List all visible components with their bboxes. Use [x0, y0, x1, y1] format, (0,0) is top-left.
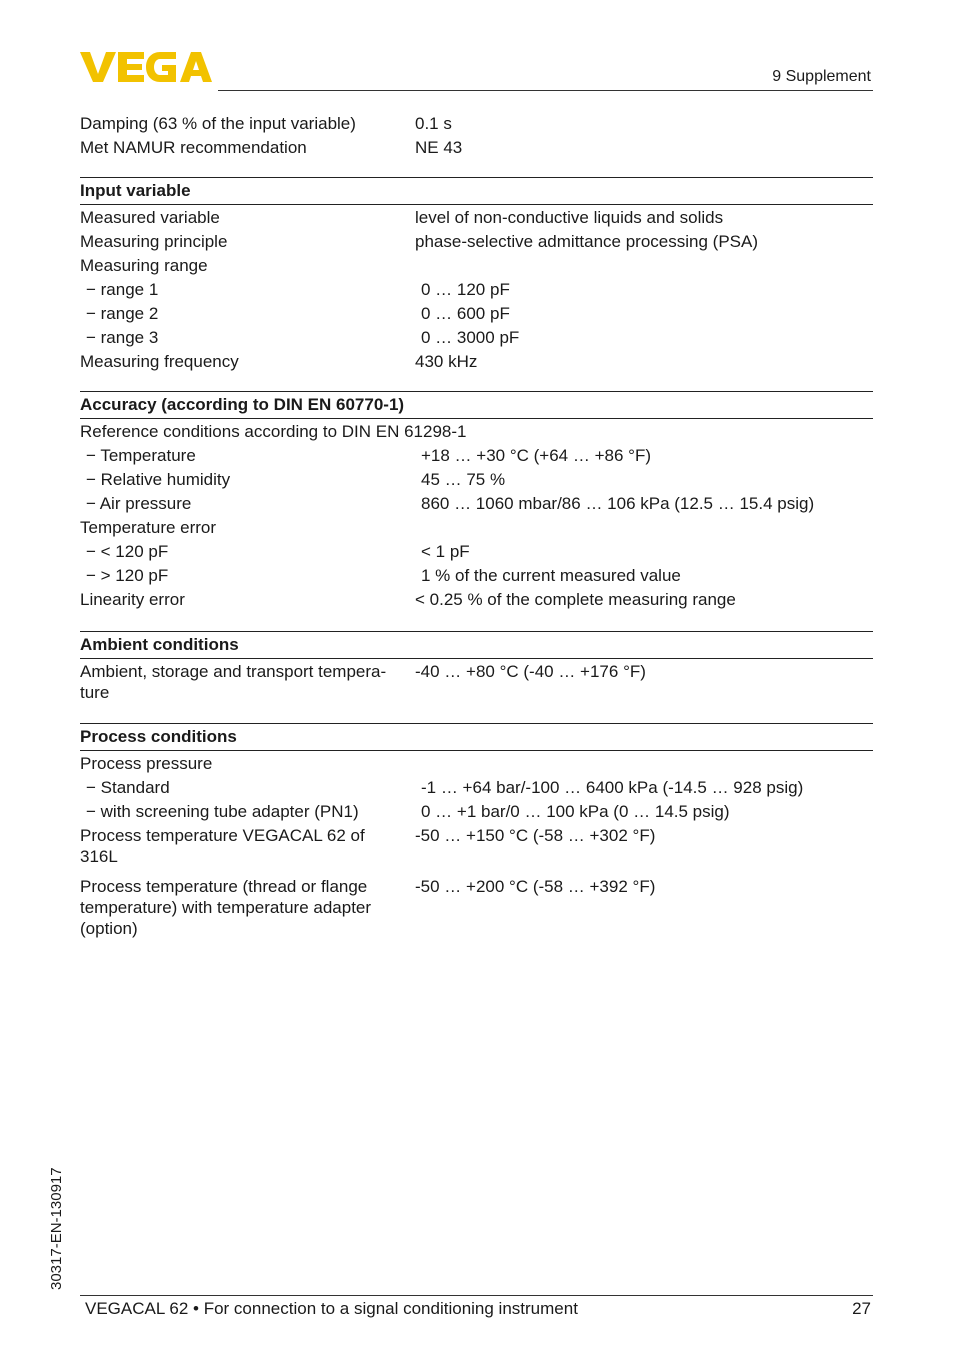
spec-label: [80, 825, 415, 867]
spec-label: − range 1: [86, 280, 159, 299]
spec-value: < 0.25 % of the complete measuring range: [415, 590, 736, 609]
spec-value: [415, 517, 873, 539]
spec-value: 0 … 600 pF: [421, 304, 510, 323]
spec-row: [80, 824, 873, 868]
spec-row: [80, 326, 873, 350]
spec-row: [80, 112, 873, 136]
spec-value: 1 % of the current measured value: [421, 566, 681, 585]
spec-value: 0 … 120 pF: [421, 280, 510, 299]
section-heading: Ambient conditions: [80, 631, 873, 659]
spec-row: [80, 254, 873, 278]
spec-value: 430 kHz: [415, 352, 478, 371]
spec-label-line: 316L: [80, 847, 118, 866]
spec-label: − Standard: [86, 778, 170, 797]
spec-value: 0.1 s: [415, 114, 452, 133]
spec-label: Process pressure: [80, 754, 213, 773]
spec-row: [80, 492, 873, 516]
spec-label: − < 120 pF: [86, 542, 169, 561]
spec-label: − with screening tube adapter (PN1): [86, 802, 359, 821]
spec-label-line: temperature) with temperature adapter: [80, 898, 372, 917]
spec-label: Measuring frequency: [80, 352, 239, 371]
document-code: 30317-EN-130917: [48, 1167, 65, 1290]
spec-label: Measuring principle: [80, 232, 228, 251]
spec-value: 0 … +1 bar/0 … 100 kPa (0 … 14.5 psig): [421, 802, 730, 821]
spec-value: phase-selective admittance processing (PSA): [415, 232, 758, 251]
spec-row: [80, 230, 873, 254]
footer-rule: [80, 1295, 873, 1296]
spec-value: [415, 255, 873, 277]
section-heading: Process conditions: [80, 723, 873, 751]
spec-value: NE 43: [415, 138, 463, 157]
spec-label: Damping (63 % of the input variable): [80, 114, 356, 133]
input-variable-section: [80, 177, 873, 374]
spec-row: [80, 875, 873, 940]
spec-value: [415, 753, 873, 775]
spec-label: Measuring range: [80, 256, 208, 275]
spec-row: [80, 278, 873, 302]
ambient-section: [80, 631, 873, 704]
spec-label: Reference conditions according to DIN EN 61298-1: [80, 422, 467, 441]
spec-value: 0 … 3000 pF: [421, 328, 520, 347]
spec-value: 860 … 1060 mbar/86 … 106 kPa (12.5 … 15.4 psig): [421, 494, 815, 513]
spec-row: [80, 776, 873, 800]
vega-logo: [80, 50, 212, 84]
spec-value: -50 … +200 °C (-58 … +392 °F): [415, 877, 656, 896]
spec-label: − Temperature: [86, 446, 196, 465]
spec-value: -50 … +150 °C (-58 … +302 °F): [415, 826, 656, 845]
section-heading: Input variable: [80, 177, 873, 205]
spec-label-line: Process temperature VEGACAL 62 of: [80, 826, 365, 845]
section-label: 9 Supplement: [772, 68, 871, 85]
header-rule: [218, 90, 873, 91]
spec-value: -1 … +64 bar/-100 … 6400 kPa (-14.5 … 928 psig): [421, 778, 804, 797]
page-number: 27: [852, 1299, 871, 1318]
spec-label-line: ture: [80, 683, 110, 702]
spec-row: [80, 800, 873, 824]
spec-row: [80, 350, 873, 374]
spec-value: +18 … +30 °C (+64 … +86 °F): [421, 446, 651, 465]
spec-label: [80, 876, 415, 939]
spec-label: Met NAMUR recommendation: [80, 138, 307, 157]
spec-label: − range 3: [86, 328, 159, 347]
spec-label: − Relative humidity: [86, 470, 231, 489]
spec-row: [80, 206, 873, 230]
spec-value: < 1 pF: [421, 542, 470, 561]
spec-row: [80, 420, 873, 444]
spec-row: [80, 540, 873, 564]
spec-row: [80, 468, 873, 492]
process-section: [80, 723, 873, 940]
spec-row: [80, 302, 873, 326]
spec-value: -40 … +80 °C (-40 … +176 °F): [415, 662, 646, 681]
section-heading: Accuracy (according to DIN EN 60770-1): [80, 391, 873, 419]
accuracy-section: [80, 391, 873, 612]
spec-row: [80, 660, 873, 704]
spec-label-line: Process temperature (thread or flange: [80, 877, 368, 896]
spec-value: 45 … 75 %: [421, 470, 506, 489]
spec-row: [80, 444, 873, 468]
spec-label: Measured variable: [80, 208, 220, 227]
spec-row: [80, 516, 873, 540]
spec-label-line: Ambient, storage and transport tempera-: [80, 662, 387, 681]
spec-label: − > 120 pF: [86, 566, 169, 585]
spec-label-line: (option): [80, 919, 138, 938]
footer-title: VEGACAL 62 • For connection to a signal conditioning instrument: [85, 1299, 578, 1318]
spec-row: [80, 136, 873, 160]
spec-label: − range 2: [86, 304, 159, 323]
spec-row: [80, 564, 873, 588]
spec-label: Temperature error: [80, 518, 217, 537]
spec-value: level of non-conductive liquids and solids: [415, 208, 724, 227]
spec-row: [80, 588, 873, 612]
spec-label: − Air pressure: [86, 494, 192, 513]
spec-content: [80, 112, 873, 940]
spec-label: [80, 661, 415, 703]
spec-label: Linearity error: [80, 590, 185, 609]
spec-row: [80, 752, 873, 776]
